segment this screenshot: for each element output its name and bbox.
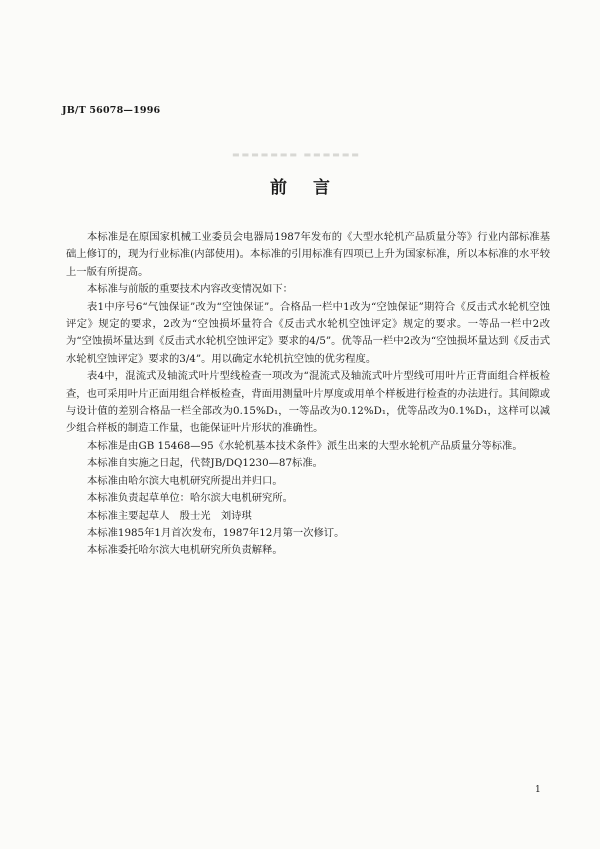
faint-watermark: ▬▬▬▬▬▬▬ ▬▬▬▬▬▬ — [232, 150, 361, 159]
page-number: 1 — [535, 785, 541, 795]
paragraph-proposed-by: 本标准由哈尔滨大电机研究所提出并归口。 — [87, 474, 283, 487]
paragraph-table4-changes: 表4中，混流式及轴流式叶片型线检查一项改为“混流式及轴流式叶片型线可用叶片正背面组合样板检查，也可采用叶片正面用组合样板检查，背面用测量叶片厚度或用单个样板进行检查的办法进行。其间隙或与设计值的差别合格品一栏全部改为0.15%D₁，一等品改为0.12%D₁，优等品改为0.1%D₁，这样可以减少组合样板的制造工作量，也能保证叶片形状的准确性。 — [66, 370, 550, 435]
paragraph-drafting-unit: 本标准负责起草单位：哈尔滨大电机研究所。 — [87, 492, 293, 505]
paragraph-changes-intro: 本标准与前版的重要技术内容改变情况如下： — [87, 283, 293, 296]
page-title: 前言 — [270, 178, 356, 198]
paragraph-derived-from: 本标准是由GB 15468—95《水轮机基本技术条件》派生出来的大型水轮机产品质量分等标准。 — [87, 439, 523, 452]
paragraph-origin: 本标准是在原国家机械工业委员会电器局1987年发布的《大型水轮机产品质量分等》行业内部标准基础上修订的，现为行业标准(内部使用)。本标准的引用标准有四项已上升为国家标准，所以本标准的水平较上一版有所提高。 — [66, 231, 550, 278]
standard-code: JB/T 56078—1996 — [62, 105, 161, 116]
paragraph-history: 本标准1985年1月首次发布，1987年12月第一次修订。 — [87, 526, 345, 539]
paragraph-replaces: 本标准自实施之日起，代替JB/DQ1230—87标准。 — [87, 457, 323, 470]
foreword-body — [66, 229, 550, 560]
paragraph-drafters: 本标准主要起草人 殷士光 刘诗琪 — [87, 509, 252, 522]
paragraph-table1-changes: 表1中序号6“气蚀保证”改为“空蚀保证”。合格品一栏中1改为“空蚀保证”期符合《反击式水轮机空蚀评定》规定的要求，2改为“空蚀损坏量符合《反击式水轮机空蚀评定》规定的要求。一等品一栏中2改为“空蚀损坏量达到《反击式水轮机空蚀评定》要求的4/5”。优等品一栏中2改为“空蚀损坏量达到《反击式水轮机空蚀评定》要求的3/4”。用以确定水轮机抗空蚀的优劣程度。 — [66, 300, 550, 365]
paragraph-interpretation: 本标准委托哈尔滨大电机研究所负责解释。 — [87, 544, 283, 557]
